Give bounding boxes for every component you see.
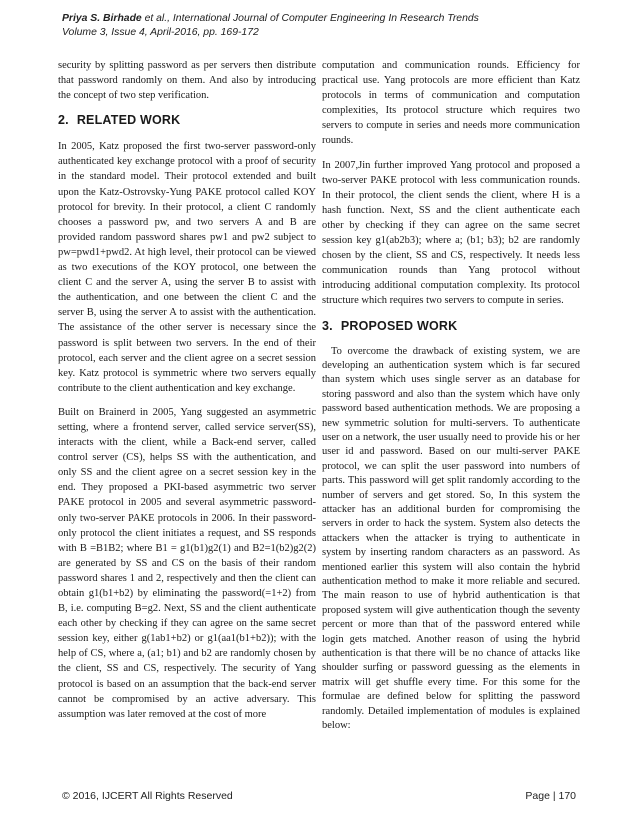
section-number: 2.: [58, 113, 69, 128]
related-work-paragraph-1: In 2005, Katz proposed the first two-server password-only authenticated key exchange protocol with a proof of security in the standard model. Their protocol extended and built upon the Katz-Ostrovsky-Yung PAKE protocol called KOY protocol for brevity. In their protocol, a client C randomly chooses a password pw, and two servers A and B are provided random password shares pw1 and pw2 subject to pw=pwd1+pwd2. At high level, their protocol can be viewed as two executions of the KOY protocol, one between the client C and the server A, using the server B to assist with the authentication, and one between the client C and the server B, using the server A to assist with the authentication. The assistance of the other server is necessary since the password is split between two servers. In the end of their protocol, each server and the client agree on a secret session key. Katz protocol is symmetric where two servers equally contribute to the client authentication and key exchange.: [58, 141, 316, 394]
header-journal: International Journal of Computer Engineering In Research Trends: [170, 13, 479, 24]
jin-paragraph: In 2007,Jin further improved Yang protocol and proposed a two-server PAKE protocol with less communication rounds. In their protocol, the client sends the client, where H is a hash function. Next, SS and the client authenticate each other by checking if they can agree on the same secret session key g1(ab2b3); where a; (b1; b3); b2 are randomly chosen by the client, SS and CS, respectively. It needs less communication rounds than Yang protocol without introducing additional computation complexity. Its protocol structure which requires two servers to compute in series.: [322, 159, 580, 307]
right-column: [322, 58, 580, 742]
section-number: 3.: [322, 318, 333, 333]
section-title: RELATED WORK: [76, 113, 181, 128]
footer-copyright: © 2016, IJCERT All Rights Reserved: [62, 790, 233, 802]
header-etal: et al.,: [141, 13, 171, 24]
left-column: [58, 58, 316, 731]
running-header: [62, 12, 582, 40]
header-citation-line: [62, 12, 582, 26]
related-work-paragraph-2: Built on Brainerd in 2005, Yang suggested an asymmetric setting, where a frontend server, called service server(SS), interacts with the client, while a Back-end server, called control server (CS), helps SS with the authentication, and only SS and the client agree on a secret session key in the end. They proposed a PKI-based asymmetric two server PAKE protocol in 2005 and several asymmetric password-only two-server PAKE protocols in 2006. In their password-only protocol the client initiates a request, and SS responds with B =B1B2; where B1 = g1(b1)g2(1) and B2=1(b2)g2(2) are generated by SS and CS on the basis of their random password shares 1 and 2, respectively and then the client can obtain g1(b1+b2) by eliminating the password(=1+2) from B, i.e. computing B=g2. Next, SS and the client authenticate each other by checking if they can agree on the same secret session key, either g(1ab1+b2) or g1(aa1(b1+b2)); with the help of CS, where a, (a1; b1) and b2 are randomly chosen by the client, SS and CS, respectively. The security of Yang protocol is based on an assumption that the back-end server cannot be compromised by an active adversary. This assumption was later removed at the cost of more: [58, 406, 316, 720]
proposed-work-paragraph: To overcome the drawback of existing system, we are developing an authentication system which is far secured than system which uses single server as an database for storing password and also than the system which have only password based authentication methods. We are proposing a new symmetric solution for multi-servers. To authenticate user on a network, the user usually need to provide his or her user id and password. Based on our multi-server PAKE protocol, we can split the user password into numbers of parts. This password will get split randomly according to the number of servers and get stored. So, In this system the attacker has an additional burden for compromising the servers in order to hack the system. System also detects the attackers when the attacker is trying to authenticate in system by inserting random characters as an password. As mentioned earlier this system will also contain the hybrid authentication method to make it more reliable and secured. The main reason to use of hybrid authentication is that proposed system will give authentication though the seventy percent or more than that of the password entered while login gets matched. Another reason of using the hybrid authentication is that there will be no chance of attacks like shoulder surfing or password guessing as the elements in matrix will get shuffle every time. For this some for the formulae are defined below for splitting the password randomly. Detailed implementation of modules is explained below:: [322, 345, 580, 732]
section-heading-related-work: [58, 112, 316, 128]
intro-paragraph: security by splitting password as per servers then distribute that password randomly on them. And also by introducing the concept of two step verification.: [58, 60, 316, 102]
footer-page-number: Page | 170: [525, 790, 576, 802]
header-volume: Volume 3, Issue 4, April-2016, pp. 169-172: [62, 27, 259, 38]
section-heading-proposed-work: [322, 318, 580, 334]
continuation-paragraph: computation and communication rounds. Efficiency for practical use. Yang protocols are more efficient than Katz protocols in terms of communication and computation complexities, Its protocol structure which requires two servers to compute in series and needs more communication rounds.: [322, 60, 580, 147]
header-author: Priya S. Birhade: [62, 13, 142, 24]
section-title: PROPOSED WORK: [340, 318, 458, 333]
